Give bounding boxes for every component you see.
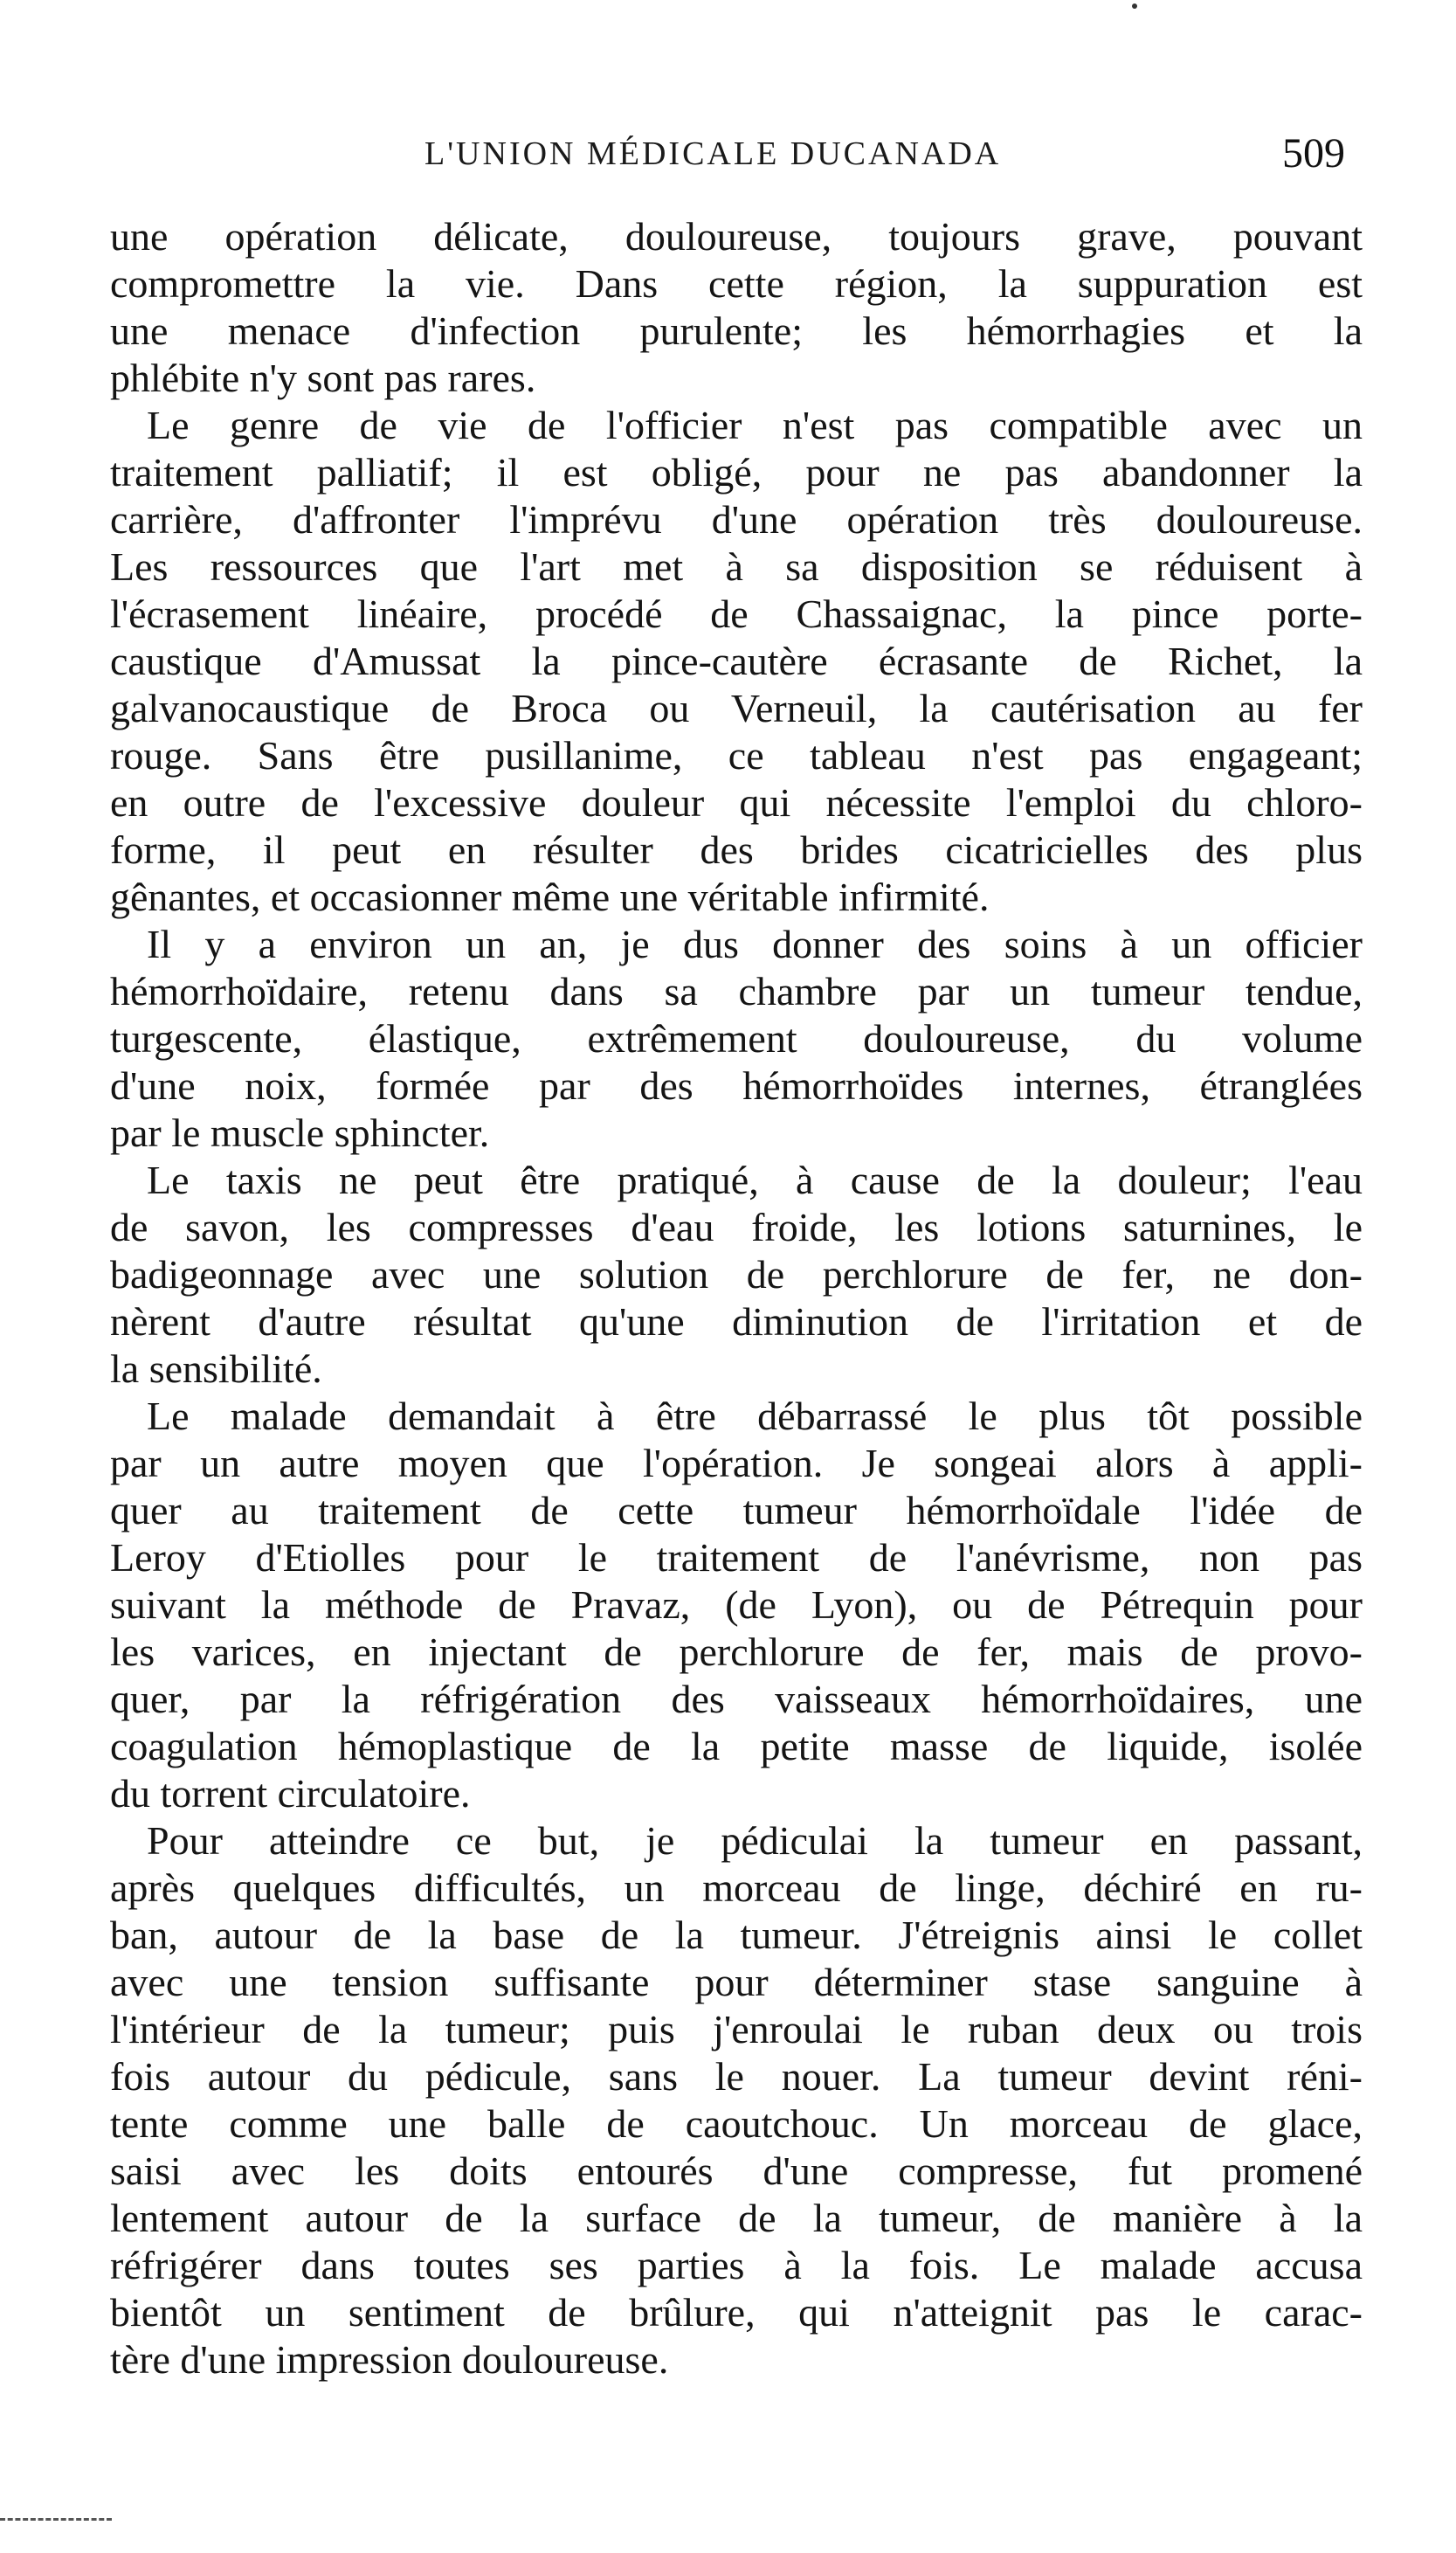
text-line: caustique d'Amussat la pince-cautère écrasante de Richet, la <box>110 639 1363 683</box>
text-line: Pour atteindre ce but, je pédiculai la tumeur en passant, <box>147 1818 1363 1863</box>
text-line: rouge. Sans être pusillanime, ce tableau n'est pas engageant; <box>110 733 1363 778</box>
text-line: badigeonnage avec une solution de perchlorure de fer, ne don- <box>110 1252 1363 1297</box>
paragraph <box>110 1817 1363 2383</box>
text-line: après quelques difficultés, un morceau de linge, déchiré en ru- <box>110 1865 1363 1910</box>
text-line: l'intérieur de la tumeur; puis j'enroulai le ruban deux ou trois <box>110 2007 1363 2051</box>
text-line: l'écrasement linéaire, procédé de Chassaignac, la pince porte- <box>110 592 1363 636</box>
text-line: hémorrhoïdaire, retenu dans sa chambre par un tumeur tendue, <box>110 969 1363 1014</box>
text-line: coagulation hémoplastique de la petite masse de liquide, isolée <box>110 1724 1363 1768</box>
text-line: Le genre de vie de l'officier n'est pas compatible avec un <box>147 403 1363 447</box>
text-line: d'une noix, formée par des hémorrhoïdes internes, étranglées <box>110 1063 1363 1108</box>
paragraph <box>110 1393 1363 1817</box>
text-line: tente comme une balle de caoutchouc. Un morceau de glace, <box>110 2101 1363 2146</box>
text-line: traitement palliatif; il est obligé, pour ne pas abandonner la <box>110 450 1363 495</box>
text-line: Le malade demandait à être débarrassé le plus tôt possible <box>147 1394 1363 1438</box>
text-line: bientôt un sentiment de brûlure, qui n'atteignit pas le carac- <box>110 2290 1363 2335</box>
text-line: forme, il peut en résulter des brides cicatricielles des plus <box>110 827 1363 872</box>
text-line: une opération délicate, douloureuse, toujours grave, pouvant <box>110 214 1363 259</box>
text-line: compromettre la vie. Dans cette région, la suppuration est <box>110 261 1363 306</box>
paragraph <box>110 213 1363 402</box>
text-line: du torrent circulatoire. <box>110 1771 471 1816</box>
text-line: ban, autour de la base de la tumeur. J'étreignis ainsi le collet <box>110 1913 1363 1957</box>
text-line: réfrigérer dans toutes ses parties à la fois. Le malade accusa <box>110 2243 1363 2287</box>
text-line: fois autour du pédicule, sans le nouer. La tumeur devint réni- <box>110 2054 1363 2099</box>
paragraph <box>110 921 1363 1157</box>
text-line: par un autre moyen que l'opération. Je songeai alors à appli- <box>110 1441 1363 1485</box>
text-line: une menace d'infection purulente; les hémorrhagies et la <box>110 308 1363 353</box>
text-line: avec une tension suffisante pour déterminer stase sanguine à <box>110 1960 1363 2004</box>
text-line: Leroy d'Etiolles pour le traitement de l'anévrisme, non pas <box>110 1535 1363 1580</box>
text-line: suivant la méthode de Pravaz, (de Lyon), ou de Pétrequin pour <box>110 1582 1363 1627</box>
text-line: Les ressources que l'art met à sa disposition se réduisent à <box>110 544 1363 589</box>
running-head <box>110 131 1363 183</box>
text-line: carrière, d'affronter l'imprévu d'une opération très douloureuse. <box>110 497 1363 542</box>
text-line: Il y a environ un an, je dus donner des soins à un officier <box>147 922 1363 966</box>
running-title: L'UNION MÉDICALE DUCANADA <box>424 135 1002 172</box>
text-line: gênantes, et occasionner même une véritable infirmité. <box>110 875 990 919</box>
page-number: 509 <box>1282 130 1345 176</box>
text-line: par le muscle sphincter. <box>110 1110 490 1155</box>
text-line: en outre de l'excessive douleur qui nécessite l'emploi du chloro- <box>110 780 1363 825</box>
scan-speck <box>1132 3 1137 9</box>
text-line: turgescente, élastique, extrêmement douloureuse, du volume <box>110 1016 1363 1061</box>
text-line: la sensibilité. <box>110 1346 322 1391</box>
text-line: tère d'une impression douloureuse. <box>110 2337 669 2382</box>
text-line: galvanocaustique de Broca ou Verneuil, la cautérisation au fer <box>110 686 1363 730</box>
paragraph <box>110 1157 1363 1393</box>
text-line: de savon, les compresses d'eau froide, les lotions saturnines, le <box>110 1205 1363 1249</box>
text-line: saisi avec les doits entourés d'une compresse, fut promené <box>110 2148 1363 2193</box>
text-line: quer au traitement de cette tumeur hémorrhoïdale l'idée de <box>110 1488 1363 1532</box>
text-line: quer, par la réfrigération des vaisseaux hémorrhoïdaires, une <box>110 1677 1363 1721</box>
body-text <box>110 213 1363 2383</box>
text-line: les varices, en injectant de perchlorure de fer, mais de provo- <box>110 1629 1363 1674</box>
text-line: Le taxis ne peut être pratiqué, à cause de la douleur; l'eau <box>147 1158 1363 1202</box>
text-line: phlébite n'y sont pas rares. <box>110 356 536 400</box>
text-line: lentement autour de la surface de la tumeur, de manière à la <box>110 2196 1363 2240</box>
paragraph <box>110 402 1363 921</box>
footer-rule <box>0 2518 112 2521</box>
text-line: nèrent d'autre résultat qu'une diminution de l'irritation et de <box>110 1299 1363 1344</box>
